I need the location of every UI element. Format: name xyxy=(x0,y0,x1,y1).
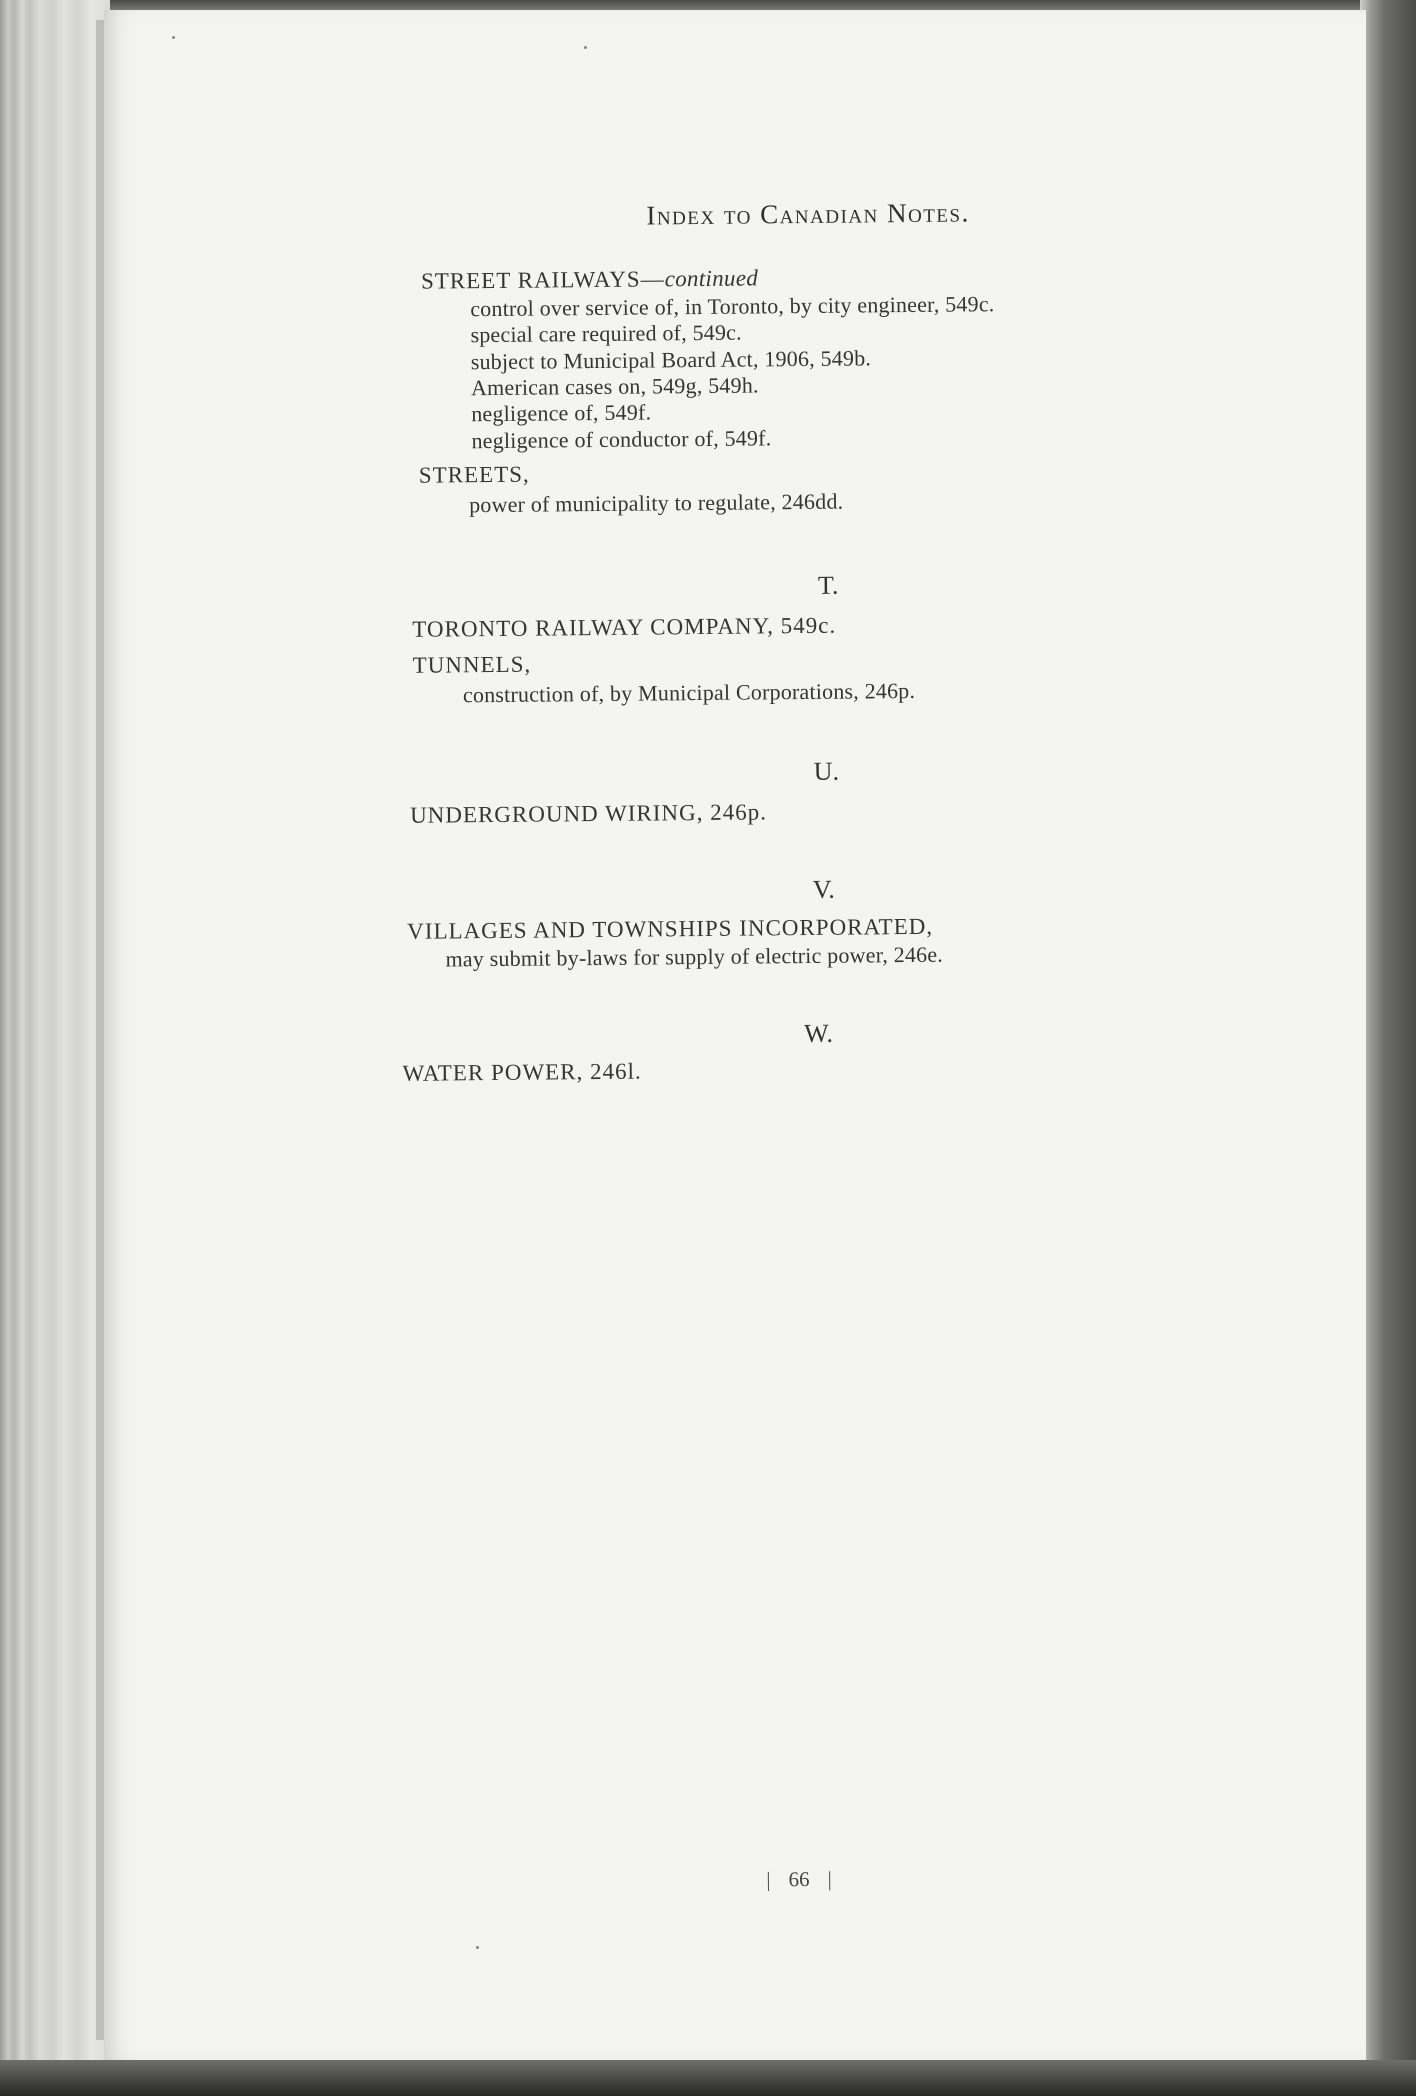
index-entry-heading: UNDERGROUND WIRING, 246p. xyxy=(409,799,768,828)
running-head: Index to Canadian Notes. xyxy=(646,197,970,231)
index-subentry: control over service of, in Toronto, by city engineer, 549c. xyxy=(470,291,995,322)
scan-bottom-edge xyxy=(0,2060,1416,2096)
index-entry-heading: VILLAGES AND TOWNSHIPS INCORPORATED, xyxy=(407,913,934,944)
section-letter-t: T. xyxy=(817,570,839,600)
index-entry-heading: WATER POWER, 246l. xyxy=(402,1058,642,1086)
index-subentry: subject to Municipal Board Act, 1906, 549b. xyxy=(470,345,872,375)
index-subentry: negligence of conductor of, 549f. xyxy=(471,425,772,454)
heading-continued: continued xyxy=(664,265,759,292)
index-entry-heading: TORONTO RAILWAY COMPANY, 549c. xyxy=(412,612,837,642)
scan-speck xyxy=(584,46,587,49)
index-subentry: construction of, by Municipal Corporations, 246p. xyxy=(462,677,916,708)
page-content xyxy=(94,4,1376,2066)
scan-speck xyxy=(172,36,175,39)
index-subentry: negligence of, 549f. xyxy=(471,399,652,427)
index-subentry: may submit by-laws for supply of electric power, 246e. xyxy=(445,941,944,972)
index-subentry: American cases on, 549g, 549h. xyxy=(470,372,759,401)
page-number-text: 66 xyxy=(788,1867,810,1892)
folio-rule-left: | xyxy=(766,1867,771,1892)
section-letter-u: U. xyxy=(813,756,840,786)
page-number xyxy=(748,1867,850,1893)
index-subentry: power of municipality to regulate, 246dd. xyxy=(469,488,844,518)
page xyxy=(104,10,1366,2060)
index-entry-heading: TUNNELS, xyxy=(412,651,532,678)
heading-text: STREET RAILWAYS— xyxy=(420,266,665,294)
section-letter-w: W. xyxy=(804,1018,834,1049)
scan-speck xyxy=(476,1946,479,1949)
index-entry-heading: STREETS, xyxy=(418,461,530,488)
folio-rule-right: | xyxy=(827,1866,832,1891)
index-entry-heading xyxy=(421,265,758,294)
section-letter-v: V. xyxy=(812,874,835,904)
book-page-edges xyxy=(0,0,110,2060)
index-subentry: special care required of, 549c. xyxy=(470,319,742,348)
